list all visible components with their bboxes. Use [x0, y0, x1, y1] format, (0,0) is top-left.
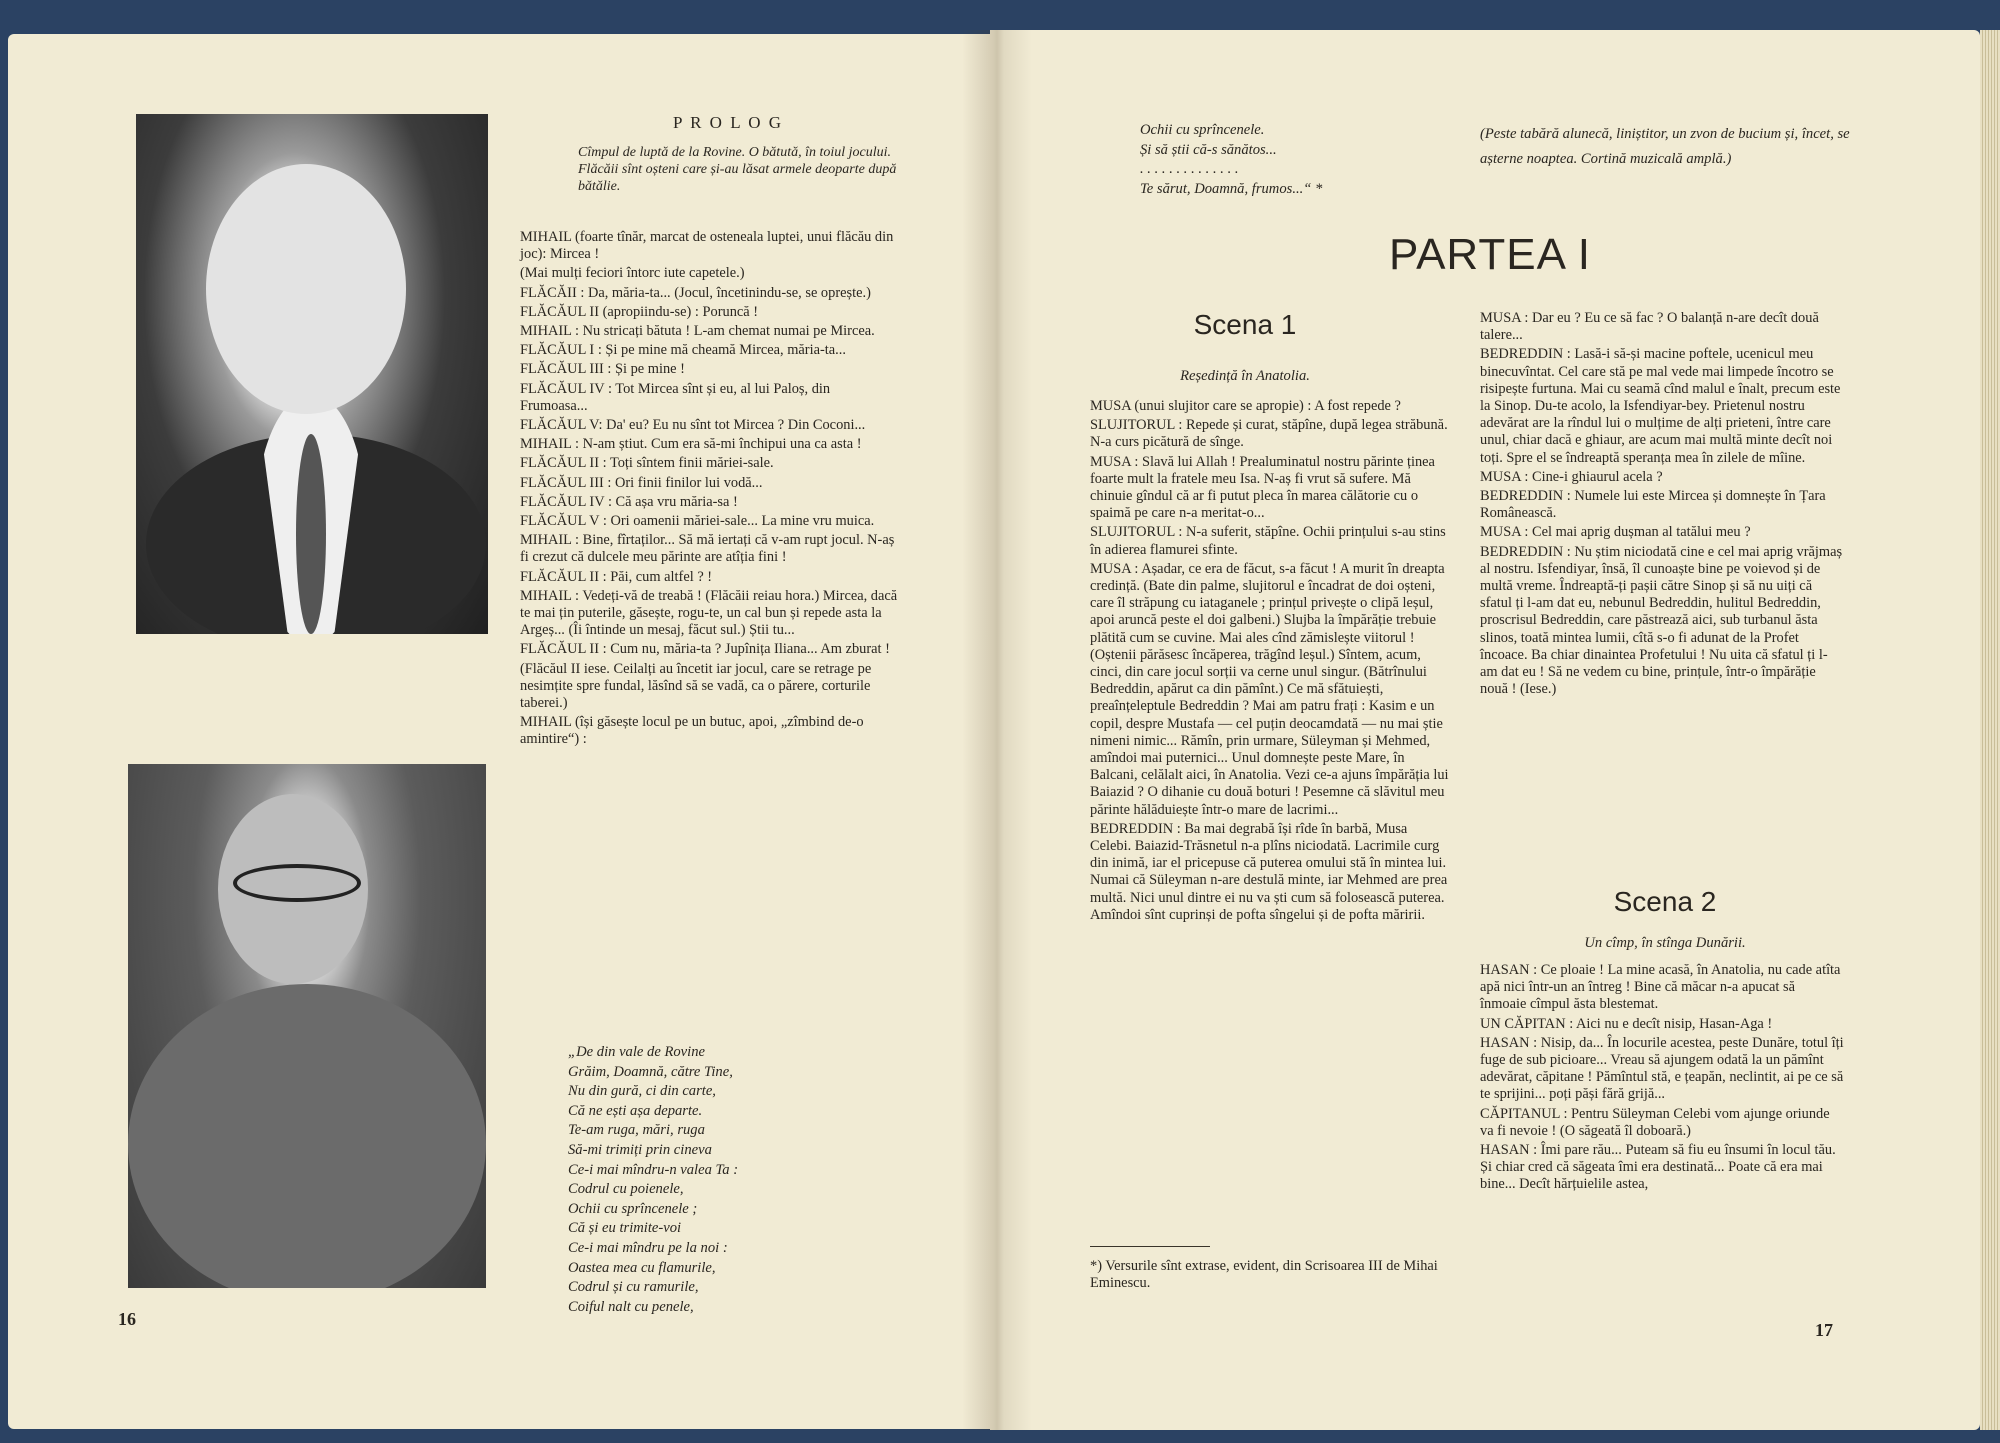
poem-line: Codrul și cu ramurile,: [568, 1279, 699, 1296]
poem-line: Te sărut, Doamnă, frumos...“ *: [1140, 180, 1323, 197]
photo-tie: [296, 434, 326, 634]
dialogue-line: MUSA : Cel mai aprig dușman al tatălui meu ?: [1480, 524, 1751, 541]
dialogue-line: FLĂCĂUL II : Toți sîntem finii măriei-sale.: [520, 455, 774, 472]
poem-block: [568, 1044, 898, 1318]
part-title: PARTEA I: [1388, 230, 1591, 279]
dialogue-line: FLĂCĂUL IV : Că așa vru măria-sa !: [520, 493, 738, 510]
dialogue-line: MUSA : Așadar, ce era de făcut, s-a făcut ! A murit în dreapta credință. (Bate din palme, slujitorul e încadrat de doi oșteni, care îl străpung cu iataganele ; prințul privește o clipă leșul, apoi aruncă peste el doi galbeni.) Slujba la împărăție trebuie plătită cum se cuvine. Mai ales cînd zămislește viitorul ! (Oștenii părăsesc încăperea, trăgînd leșul.) Sîntem, acum, cinci, din care jocul sorții va cerne unul singur. (Bătrînului Bedreddin, apărut ca din pămînt.) Ce mă sfătuiești, preaînțeleptule Bedreddin ? Mai am patru frați : Kasim e un copil, despre Mustafa — cel puțin deocamdată — nu mai știe nimeni nimic... Rămîn, prin urmare, Süleyman și Mehmed, amîndoi mai puternici... Unul domnește peste Mare, în Balcani, celălalt aici, în Anatolia. Vezi ce-a ajuns împărăția lui Baiazid ? O dihanie cu două boturi ! Pesemne că slăvitul meu părinte hălăduiește într-o mare de lacrimi...: [1090, 560, 1449, 818]
poem-line: Și să știi că-s sănătos...: [1140, 141, 1277, 158]
dialogue-line: HASAN : Nisip, da... În locurile acestea, peste Dunăre, totul îți fuge de sub picioare... Vreau să ajungem odată la un pămînt adevărat, căpitane ! Pămîntul stă, e țeapăn, neclintit, ai pe ce să te sprijini... poți păși fără grijă...: [1480, 1034, 1844, 1103]
poem-line: Să-mi trimiți prin cineva: [568, 1141, 712, 1158]
photo-glasses: [233, 864, 361, 902]
prolog-title: P R O L O G: [673, 113, 783, 132]
prolog-setting: Cîmpul de luptă de la Rovine. O bătută, în toiul jocului. Flăcăii sînt oșteni care și-au lăsat armele deoparte după bătălie.: [578, 145, 897, 194]
dialogue-line: MIHAIL (își găsește locul pe un butuc, apoi, „zîmbind de-o amintire“) :: [520, 714, 864, 748]
poem-line: Că ne ești așa departe.: [568, 1102, 703, 1119]
dialogue-line: FLĂCĂII : Da, măria-ta... (Jocul, încetinindu-se, se oprește.): [520, 284, 871, 301]
poem-line: Ochii cu sprîncenele ;: [568, 1200, 698, 1217]
poem-line: . . . . . . . . . . . . . .: [1140, 161, 1239, 178]
page-number-left: 16: [118, 1309, 136, 1329]
dialogue-line: FLĂCĂUL V : Ori oamenii măriei-sale... La mine vru muica.: [520, 513, 875, 530]
right-page: [990, 30, 1980, 1430]
footnote: *) Versurile sînt extrase, evident, din Scrisoarea III de Mihai Eminescu.: [1090, 1258, 1438, 1292]
dialogue-line: MIHAIL (foarte tînăr, marcat de osteneala luptei, unui flăcău din joc): Mircea !: [520, 229, 894, 263]
poem-line: Ce-i mai mîndru-n valea Ta :: [568, 1161, 739, 1178]
dialogue-line: MUSA : Cine-i ghiaurul acela ?: [1480, 468, 1663, 485]
poem-line: Că și eu trimite-voi: [568, 1220, 682, 1237]
scene2-title: Scena 2: [1613, 886, 1717, 917]
dialogue-line: (Mai mulți feciori întorc iute capetele.): [520, 265, 745, 282]
poem-line: Coiful nalt cu penele,: [568, 1298, 694, 1315]
dialogue-line: BEDREDDIN : Lasă-i să-și macine poftele, ucenicul meu binecuvîntat. Cel care stă pe mal vede mai limpede încotro se risipește furtuna. Mai cu seamă cînd malul e înalt, precum este la Sinop. Du-te acolo, la Isfendiyar-bey. Prietenul nostru adevărat are la rîndul lui o mulțime de alți prieteni, între care unul, chiar dacă e ghiaur, are acum mai multă minte decît noi toți. Spre el se îndreaptă speranța mea în zilele de mîine.: [1480, 346, 1841, 466]
poem-continuation: [1140, 122, 1400, 200]
poem-line: Grăim, Doamnă, către Tine,: [568, 1063, 733, 1080]
dialogue-line: MUSA : Dar eu ? Eu ce să fac ? O balanță n-are decît două talere...: [1480, 310, 1819, 344]
dialogue-line: MUSA : Slavă lui Allah ! Prealuminatul nostru părinte ținea foarte mult la fratele meu Isa. N-aș fi vrut să sufere. Mă chinuie gîndul că ar fi putut pleca în marea călătorie cu o spaimă pe care n-a meritat-o...: [1090, 453, 1435, 522]
dialogue-line: FLĂCĂUL II : Cum nu, măria-ta ? Jupînița Iliana... Am zburat !: [520, 641, 890, 658]
dialogue-column-right-1: [1090, 398, 1452, 926]
dialogue-line: SLUJITORUL : Repede și curat, stăpîne, după legea străbună. N-a curs picătură de sînge.: [1090, 417, 1448, 451]
dialogue-line: FLĂCĂUL IV : Tot Mircea sînt și eu, al lui Paloș, din Frumoasa...: [520, 380, 831, 414]
poem-line: Ochii cu sprîncenele.: [1140, 122, 1265, 138]
dialogue-line: SLUJITORUL : N-a suferit, stăpîne. Ochii prințului s-au stins în adierea flamurei sfinte.: [1090, 524, 1446, 558]
dialogue-line: UN CĂPITAN : Aici nu e decît nisip, Hasan-Aga !: [1480, 1015, 1773, 1032]
poem-line: Nu din gură, ci din carte,: [568, 1083, 716, 1100]
dialogue-line: FLĂCĂUL III : Ori finii finilor lui vodă...: [520, 474, 763, 491]
footnote-rule: [1090, 1246, 1210, 1247]
dialogue-line: FLĂCĂUL II (apropiindu-se) : Poruncă !: [520, 303, 759, 320]
stage-note: (Peste tabără alunecă, liniștitor, un zvon de bucium și, încet, se așterne noaptea. Cortină muzicală amplă.): [1480, 126, 1850, 167]
dialogue-line: HASAN : Ce ploaie ! La mine acasă, în Anatolia, nu cade atîta apă nici într-un an întreg ! Bine că măcar n-a apucat să înmoaie cîmpul ăsta blestemat.: [1480, 962, 1841, 1013]
dialogue-line: MIHAIL : N-am știut. Cum era să-mi închipui una ca asta !: [520, 436, 862, 453]
dialogue-column-right-2: [1480, 310, 1844, 700]
dialogue-line: BEDREDDIN : Ba mai degrabă își rîde în barbă, Musa Celebi. Baiazid-Trăsnetul n-a plîns niciodată. Lacrimile curg din inimă, iar el pricepuse că puterea omului stă în mintea lui. Numai că Süleyman n-are destulă minte, iar Mehmed are prea multă. Nici unul dintre ei nu va ști cum să folosească puterea. Amîndoi sînt cuprinși de pofta sîngelui și de pofta măririi.: [1090, 820, 1448, 923]
poem-line: Te-am ruga, mări, ruga: [568, 1122, 705, 1139]
scene2-setting: Un cîmp, în stînga Dunării.: [1584, 935, 1746, 951]
photo-face: [206, 164, 406, 414]
poem-line: Ce-i mai mîndru pe la noi :: [568, 1239, 728, 1256]
poem-line: Oastea mea cu flamurile,: [568, 1259, 716, 1276]
dialogue-line: FLĂCĂUL II : Păi, cum altfel ? !: [520, 568, 713, 585]
page-number-right: 17: [1815, 1320, 1833, 1340]
portrait-photo-top: [136, 114, 488, 634]
dialogue-line: FLĂCĂUL V: Da' eu? Eu nu sînt tot Mircea ? Din Coconi...: [520, 417, 866, 434]
poem-line: Codrul cu poienele,: [568, 1181, 684, 1198]
dialogue-column-left: [520, 229, 900, 751]
dialogue-column-right-2b: [1480, 962, 1844, 1196]
dialogue-line: MIHAIL : Bine, fîrtaților... Să mă iertați că v-am rupt jocul. N-aș fi crezut că dulcele meu părinte are atîția fini !: [520, 532, 895, 566]
scene1-setting: Reședință în Anatolia.: [1180, 368, 1310, 384]
dialogue-line: CĂPITANUL : Pentru Süleyman Celebi vom ajunge oriunde va fi nevoie ! (O săgeată îl doboară.): [1480, 1105, 1830, 1139]
scene1-title: Scena 1: [1193, 309, 1297, 340]
dialogue-line: HASAN : Îmi pare rău... Puteam să fiu eu însumi în locul tău. Și chiar cred că săgeata îmi era destinată... Poate că era mai bine... Decît hărțuielile astea,: [1480, 1142, 1836, 1193]
dialogue-line: (Flăcăul II iese. Ceilalți au încetit iar jocul, care se retrage pe nesimțite spre fundal, lăsînd să se vadă, ca o părere, corturile taberei.): [520, 660, 872, 712]
portrait-photo-bottom: [128, 764, 486, 1288]
dialogue-line: FLĂCĂUL I : Și pe mine mă cheamă Mircea, măria-ta...: [520, 342, 846, 359]
page-edges: [1980, 30, 2000, 1430]
left-page: [8, 34, 990, 1429]
dialogue-line: MUSA (unui slujitor care se apropie) : A fost repede ?: [1090, 398, 1401, 414]
poem-line: „De din vale de Rovine: [568, 1044, 705, 1060]
dialogue-line: FLĂCĂUL III : Și pe mine !: [520, 361, 685, 378]
dialogue-line: MIHAIL : Vedeți-vă de treabă ! (Flăcăii reiau hora.) Mircea, dacă te mai țin puterile, găsește, rogu-te, un cal bun și repede asta la Argeș... (Îi întinde un mesaj, făcut sul.) Știi tu...: [520, 587, 898, 639]
dialogue-line: BEDREDDIN : Numele lui este Mircea și domnește în Țara Românească.: [1480, 488, 1826, 522]
dialogue-line: BEDREDDIN : Nu știm niciodată cine e cel mai aprig vrăjmaș al nostru. Isfendiyar, însă, îl cunoaște bine pe voievod și de multă vreme. Îndreaptă-ți pașii către Sinop și să nu uiți că sfatul ți l-am dat eu, nebunul Bedreddin, hulitul Bedreddin, proscrisul Bedreddin, care păstrează aici, sub turbanul ăsta slinos, toată mintea lumii, cîtă s-o fi adunat de la Profet încoace. Ba chiar dinaintea Profetului ! Nu uita că sfatul ți l-am dat eu ! Să ne vedem cu bine, prințule, într-o împărăție nouă ! (Iese.): [1480, 543, 1843, 698]
dialogue-line: MIHAIL : Nu stricați bătuta ! L-am chemat numai pe Mircea.: [520, 323, 875, 340]
photo-body: [128, 984, 486, 1288]
